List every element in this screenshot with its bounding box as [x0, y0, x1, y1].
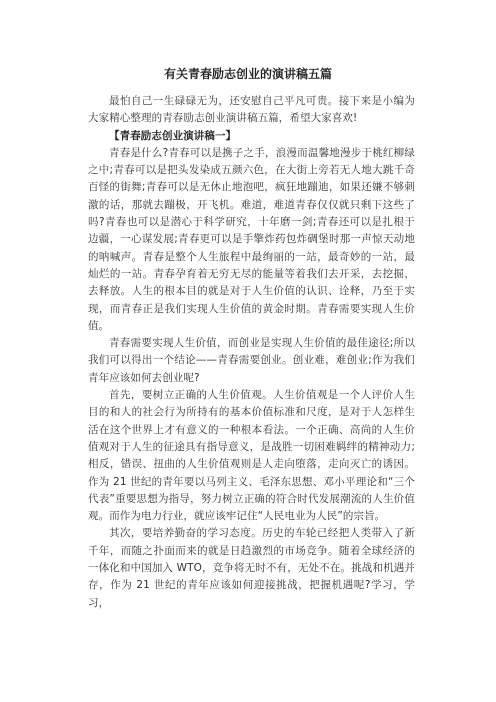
document-title: 有关青春励志创业的演讲稿五篇 [163, 67, 332, 81]
intro-paragraph: 最怕自己一生碌碌无为，还安慰自己平凡可贵。接下来是小编为大家精心整理的青春励志创业演讲稿五篇，希望大家喜欢! [88, 95, 415, 125]
body-paragraph: 青春是什么?青春可以是携子之手，浪漫而温馨地漫步于桃红柳绿之中;青春可以是把头发染成五颜六色，在大街上旁若无人地大跳千奇百怪的街舞;青春可以是无休止地泡吧，疯狂地蹦迪，如果还嫌不够刺激的话，那就去蹦极，开飞机。难道，难道青春仅仅就只剩下这些了吗?青春也可以是潜心于科学研究，十年磨一剑;青春还可以是扎根于边疆，一心谋发展;青春更可以是手擎炸药包炸碉堡时那一声惊天动地的呐喊声。青春是整个人生旅程中最绚丽的一站，最奇妙的一站，最灿烂的一站。青春孕育着无穷无尽的能量等着我们去开采，去挖掘，去释放。人生的根本目的就是对于人生价值的认识、诠释，乃至于实现，而青春正是我们实现人生价值的黄金时期。青春需要实现人生价值。 [88, 146, 415, 332]
body-paragraph: 其次，要培养勤奋的学习态度。历史的车轮已经把人类带入了新千年，而随之扑面而来的就是日趋激烈的市场竞争。随着全球经济的一体化和中国加入 WTO，竞争将无时不有，无处不在。挑战和机遇并存，作为 21 世纪的青年应该如何迎接挑战，把握机遇呢?学习，学习， [88, 527, 415, 609]
body-paragraph: 首先，要树立正确的人生价值观。人生价值观是一个人评价人生目的和人的社会行为所持有的基本价值标准和尺度，是对于人怎样生活在这个世界上才有意义的一种根本看法。一个正确、高尚的人生价值观对于人生的征途具有指导意义，是战胜一切困难羁绊的精神动力;相反，错误、扭曲的人生价值观则是人走向堕落，走向灭亡的诱因。作为 21 世纪的青年要以马列主义、毛泽东思想、邓小平理论和“三个代表”重要思想为指导，努力树立正确的符合时代发展潮流的人生价值观。而作为电力行业，就应该牢记住“人民电业为人民”的宗旨。 [88, 389, 415, 523]
body-paragraph: 青春需要实现人生价值，而创业是实现人生价值的最佳途径;所以我们可以得出一个结论——青春需要创业。创业难，难创业;作为我们青年应该如何去创业呢? [88, 337, 415, 384]
section-heading: 【青春励志创业演讲稿一】 [109, 129, 237, 142]
document-body [88, 93, 415, 612]
